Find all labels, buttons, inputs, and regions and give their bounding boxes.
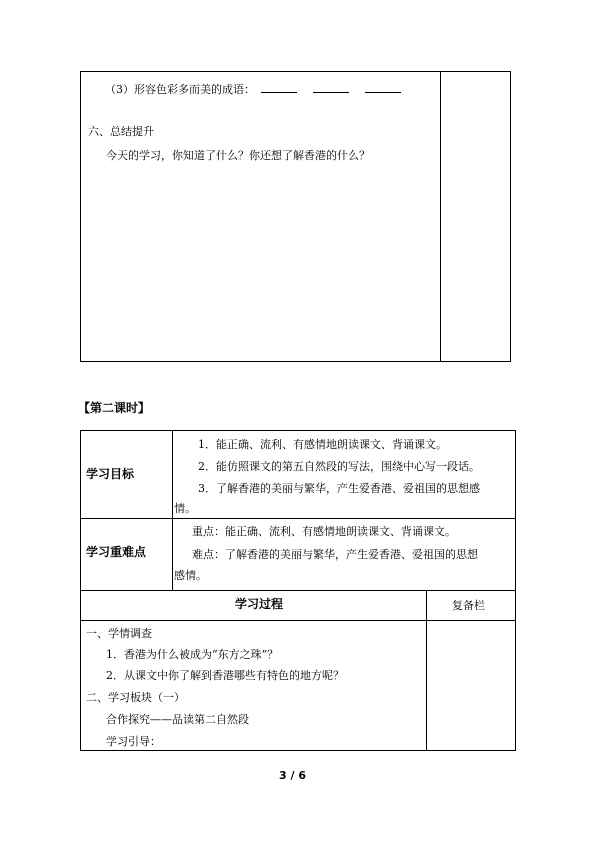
table2-side-divider xyxy=(426,590,427,751)
idiom-fill-item xyxy=(105,82,401,97)
process-line-guide: 学习引导： xyxy=(106,735,161,748)
section-6-title: 六、总结提升 xyxy=(88,125,154,138)
top-table-border-bottom xyxy=(80,361,511,362)
top-table-border-right xyxy=(510,71,511,362)
table2-row2-bottom xyxy=(80,590,516,591)
page-number: 3 / 6 xyxy=(279,769,306,782)
key-point-difficulty-cont: 感情。 xyxy=(174,569,207,582)
table2-label-divider xyxy=(172,430,173,590)
blank-2[interactable] xyxy=(313,82,349,93)
key-point-difficulty: 难点：了解香港的美丽与繁华，产生爱香港、爱祖国的思想 xyxy=(192,548,478,561)
process-line-cooperate: 合作探究——品读第二自然段 xyxy=(106,713,249,726)
top-table-divider xyxy=(440,71,441,362)
lesson-heading: 【第二课时】 xyxy=(78,401,151,415)
table2-left xyxy=(80,430,81,751)
process-line-survey: 一、学情调查 xyxy=(86,627,152,640)
goals-label: 学习目标 xyxy=(86,467,135,481)
goal-item-1: 1．能正确、流利、有感情地朗读课文、背诵课文。 xyxy=(198,438,447,451)
goal-item-2: 2．能仿照课文的第五自然段的写法，围绕中心写一段话。 xyxy=(198,460,480,473)
process-line-q1: 1．香港为什么被成为“东方之珠”？ xyxy=(106,648,279,661)
blank-3[interactable] xyxy=(365,82,401,93)
blank-1[interactable] xyxy=(261,82,297,93)
process-line-block1: 二、学习板块（一） xyxy=(86,691,185,704)
table2-right xyxy=(515,430,516,751)
section-6-question: 今天的学习，你知道了什么？你还想了解香港的什么？ xyxy=(106,149,370,162)
review-column-header: 复备栏 xyxy=(452,599,485,612)
top-table-border-top xyxy=(80,71,511,72)
process-line-q2: 2．从课文中你了解到香港哪些有特色的地方呢？ xyxy=(106,669,344,682)
key-point-focus: 重点：能正确、流利、有感情地朗读课文、背诵课文。 xyxy=(192,525,456,538)
goal-item-3-cont: 情。 xyxy=(174,502,196,515)
process-header: 学习过程 xyxy=(235,597,284,611)
table2-bottom xyxy=(80,750,516,751)
table2-process-header-bottom xyxy=(80,620,516,621)
key-points-label: 学习重难点 xyxy=(86,545,147,559)
goal-item-3: 3．了解香港的美丽与繁华，产生爱香港、爱祖国的思想感 xyxy=(198,482,480,495)
top-table-border-left xyxy=(80,71,81,362)
table2-top xyxy=(80,430,516,431)
table2-row1-bottom xyxy=(80,518,516,519)
idiom-fill-label: （3）形容色彩多而美的成语： xyxy=(105,83,255,96)
